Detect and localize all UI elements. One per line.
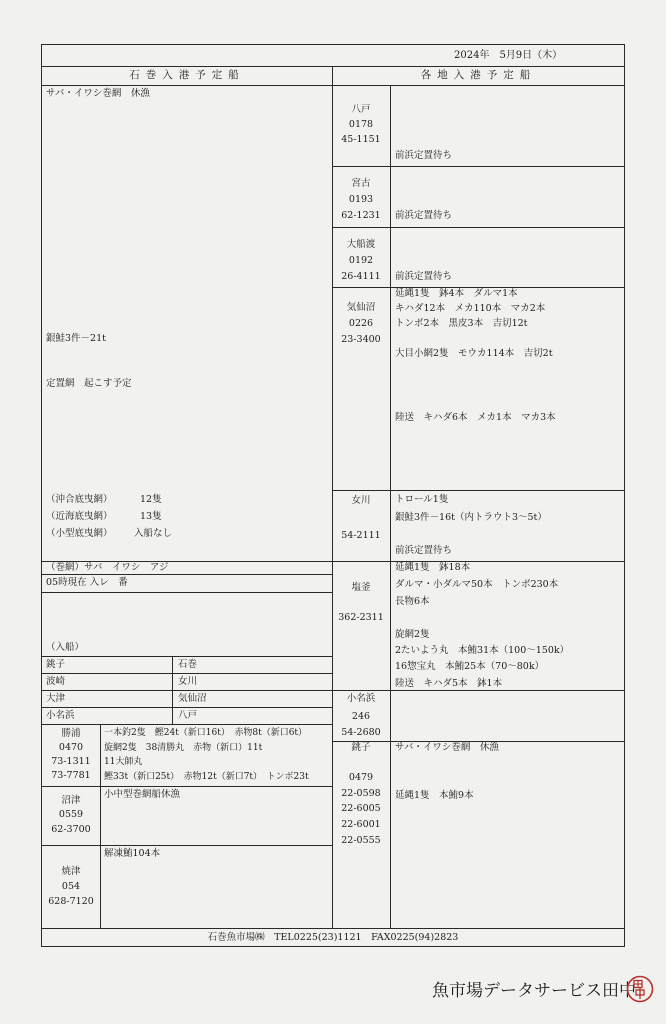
- port-tel-kesennuma: 23-3400: [341, 334, 381, 345]
- right-rule-1: [332, 166, 624, 167]
- port-code-choshi: 0479: [348, 772, 374, 783]
- left-rule-4: [41, 656, 332, 657]
- kesennuma-note-0: 延縄1隻 鉢4本 ダルマ1本: [395, 288, 518, 299]
- port-tel-miyako: 62-1231: [341, 210, 381, 221]
- katsuura-note-1: 旋網2隻 38清勝丸 赤物（新口）11t: [104, 743, 263, 753]
- katsuura-note-0: 一本釣2隻 鰹24t（新口16t） 赤物8t（新口6t）: [104, 728, 308, 738]
- left-grid-mid: [172, 656, 173, 724]
- grid-cell-2-0: 大津: [46, 693, 66, 704]
- footer-line: [41, 928, 624, 929]
- port-name-yaizu: 焼津: [61, 866, 81, 877]
- port-tel-choshi-4: 22-0555: [341, 835, 381, 846]
- frame-left: [41, 44, 42, 946]
- shiogama-note-5: 16惣宝丸 本鮪25本（70～80k）: [395, 661, 545, 672]
- trawl-label-2: （小型底曳網）: [46, 528, 113, 539]
- right-rule-6: [332, 690, 624, 691]
- port-name-ofunato: 大船渡: [346, 239, 376, 250]
- katsuura-note-2: 11大師丸: [104, 757, 143, 767]
- port-tel-choshi-1: 22-0598: [341, 788, 381, 799]
- port-tel-numazu: 62-3700: [51, 824, 91, 835]
- port-name-katsuura: 勝浦: [61, 728, 81, 739]
- trawl-label-0: （沖合底曳網）: [46, 494, 113, 505]
- hachinohe-note-0: 前浜定置待ち: [395, 150, 453, 161]
- miyako-note-0: 前浜定置待ち: [395, 210, 453, 221]
- kesennuma-note-4: 陸送 キハダ6本 メカ1本 マカ3本: [395, 412, 556, 423]
- port-name-kesennuma: 気仙沼: [346, 302, 376, 313]
- shiogama-note-4: 2たいよう丸 本鮪31本（100～150k）: [395, 645, 570, 656]
- trawl-value-1: 13隻: [140, 511, 162, 522]
- trawl-value-2: 入船なし: [134, 528, 173, 539]
- katsuura-note-3: 鰹33t（新口25t） 赤物12t（新口7t） トンボ23t: [104, 772, 309, 782]
- yaizu-note-0: 解凍鮪104本: [104, 848, 161, 859]
- left-rule-2: [41, 574, 332, 575]
- port-tel-shiogama: 362-2311: [338, 612, 384, 623]
- right-rule-2: [332, 227, 624, 228]
- port-code-numazu: 0559: [58, 809, 84, 820]
- grid-cell-1-1: 女川: [178, 676, 198, 687]
- port-name-onahama: 小名浜: [346, 693, 376, 704]
- shiogama-note-0: 延縄1隻 鉢18本: [395, 562, 471, 573]
- regional-header: 各地入港予定船: [420, 69, 537, 81]
- grid-cell-2-1: 気仙沼: [178, 693, 207, 704]
- grid-cell-3-0: 小名浜: [46, 710, 75, 721]
- port-tel-yaizu: 628-7120: [48, 896, 94, 907]
- brand-name: 魚市場データサービス田中: [432, 981, 636, 1001]
- port-code-hachinohe: 0178: [348, 119, 374, 130]
- seine-status: サバ・イワシ巻網 休漁: [46, 88, 150, 99]
- kesennuma-note-1: キハダ12本 メカ110本 マカ2本: [395, 303, 546, 314]
- makiami-line: （巻網）サバ イワシ アジ: [46, 562, 169, 573]
- onagawa-note-1: 銀鮭3件－16t（内トラウト3～5t）: [395, 512, 547, 523]
- port-code-miyako: 0193: [348, 194, 374, 205]
- port-tel-katsuura-2: 73-7781: [51, 770, 91, 781]
- port-name-choshi: 銚子: [351, 742, 371, 753]
- shiogama-note-3: 旋網2隻: [395, 629, 430, 640]
- kesennuma-note-3: 大目小網2隻 モウカ114本 吉切2t: [395, 348, 553, 359]
- contact-footer: 石巻魚市場㈱ TEL0225(23)1121 FAX0225(94)2823: [207, 932, 459, 943]
- right-rule-5: [332, 561, 624, 562]
- shiogama-note-2: 長物6本: [395, 596, 430, 607]
- arrival-label: （入船）: [46, 642, 85, 653]
- grid-cell-0-0: 銚子: [46, 659, 66, 670]
- seal-stamp-icon: [626, 975, 654, 1003]
- port-name-miyako: 宮古: [351, 178, 371, 189]
- trawl-label-1: （近海底曳網）: [46, 511, 113, 522]
- report-time: 05時現在 入レ 番: [46, 577, 128, 588]
- shiogama-note-1: ダルマ・小ダルマ50本 トンボ230本: [395, 579, 559, 590]
- setnet-line: 定置網 起こす予定: [46, 378, 132, 389]
- port-code-onahama: 246: [351, 711, 371, 722]
- choshi-note-1: 延縄1隻 本鮪9本: [395, 790, 474, 801]
- port-tel-onagawa: 54-2111: [341, 530, 381, 541]
- left-rule-9: [41, 786, 332, 787]
- left-rule-3: [41, 592, 332, 593]
- kesennuma-note-2: トンボ2本 黒皮3本 吉切12t: [395, 318, 528, 329]
- port-tel-choshi-3: 22-6001: [341, 819, 381, 830]
- right-rule-4: [332, 490, 624, 491]
- left-rule-8: [41, 724, 332, 725]
- port-code-kesennuma: 0226: [348, 318, 374, 329]
- port-name-hachinohe: 八戸: [351, 104, 371, 115]
- port-tel-ofunato: 26-4111: [341, 271, 381, 282]
- grid-cell-1-0: 波崎: [46, 676, 66, 687]
- onagawa-note-0: トロール1隻: [395, 494, 449, 505]
- right-port-col: [390, 85, 391, 928]
- salmon-line: 銀鮭3件－21t: [46, 333, 106, 344]
- grid-cell-3-1: 八戸: [178, 710, 198, 721]
- port-tel-katsuura-1: 73-1311: [51, 756, 91, 767]
- left-rule-6: [41, 690, 332, 691]
- trawl-value-0: 12隻: [140, 494, 162, 505]
- port-name-shiogama: 塩釜: [351, 582, 371, 593]
- frame-right: [624, 44, 625, 946]
- port-tel-hachinohe: 45-1151: [341, 134, 381, 145]
- grid-cell-0-1: 石巻: [178, 659, 198, 670]
- port-code-ofunato: 0192: [348, 255, 374, 266]
- shiogama-note-6: 陸送 キハダ5本 鉢1本: [395, 678, 503, 689]
- left-rule-10: [41, 845, 332, 846]
- frame-top: [41, 44, 624, 45]
- port-code-yaizu: 054: [61, 881, 81, 892]
- numazu-note-0: 小中型巻網船休漁: [104, 789, 181, 800]
- left-port-col: [100, 724, 101, 928]
- port-name-onagawa: 女川: [351, 495, 371, 506]
- port-name-numazu: 沼津: [61, 795, 81, 806]
- report-date: 2024年 5月9日（木）: [454, 50, 563, 61]
- port-tel-choshi-2: 22-6005: [341, 803, 381, 814]
- frame-bottom: [41, 946, 625, 947]
- port-code-katsuura: 0470: [58, 742, 84, 753]
- port-tel-onahama: 54-2680: [341, 727, 381, 738]
- left-rule-7: [41, 707, 332, 708]
- left-rule-5: [41, 673, 332, 674]
- onagawa-note-2: 前浜定置待ち: [395, 545, 453, 556]
- ishinomaki-header: 石巻入港予定船: [129, 69, 245, 81]
- ofunato-note-0: 前浜定置待ち: [395, 271, 453, 282]
- choshi-note-0: サバ・イワシ巻網 休漁: [395, 742, 499, 753]
